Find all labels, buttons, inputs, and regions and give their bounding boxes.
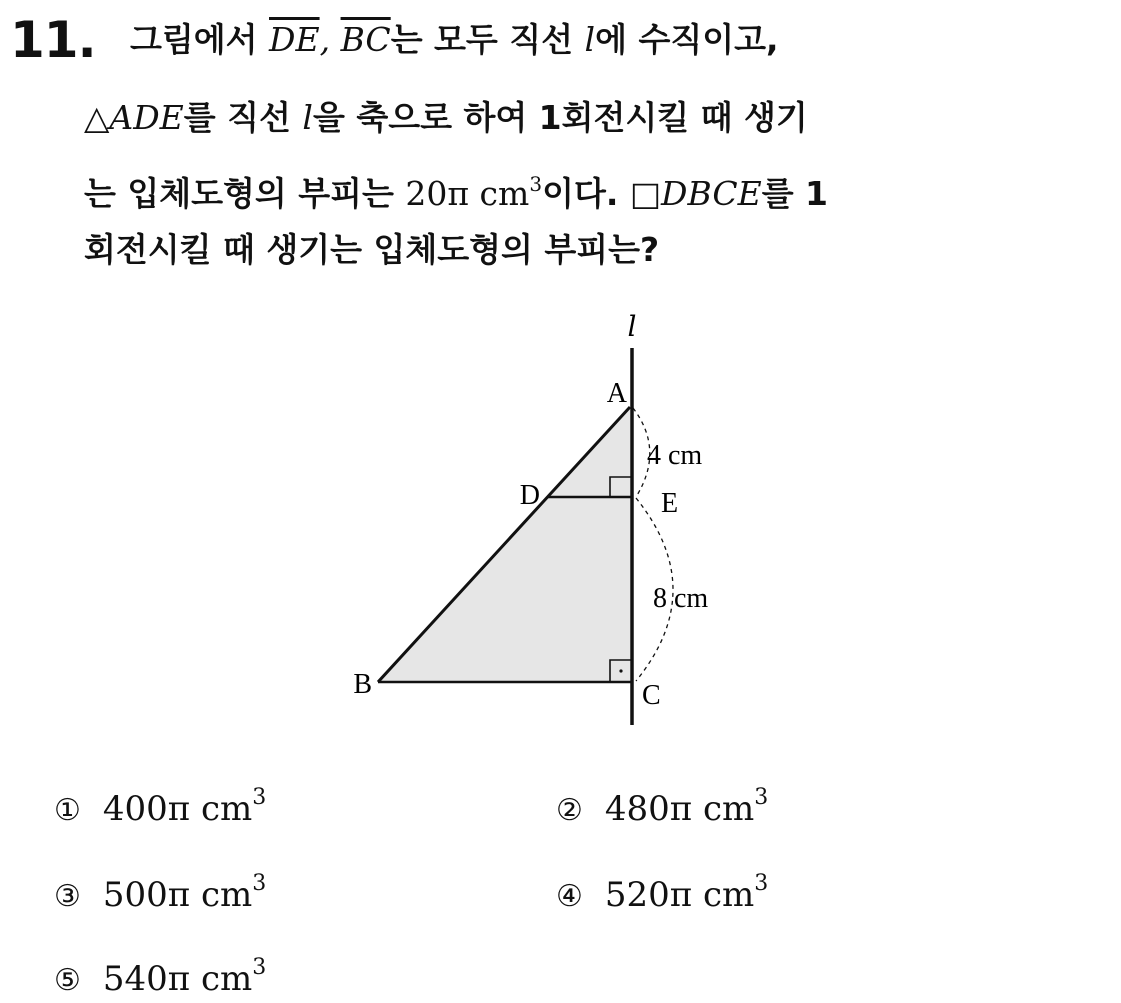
choice-5[interactable] xyxy=(54,946,266,1003)
choice-2[interactable] xyxy=(556,776,768,833)
question-line-3 xyxy=(84,162,1074,216)
volume-value: 20π cm xyxy=(405,174,530,213)
length-ec: 8 cm xyxy=(653,583,709,614)
question-line-4: 회전시킬 때 생기는 입체도형의 부피는? xyxy=(84,230,660,269)
choice-4-exp: 3 xyxy=(754,871,769,896)
choice-3-value: 500π cm xyxy=(102,875,253,915)
point-label-d: D xyxy=(519,480,540,511)
q1-pre: 그림에서 xyxy=(130,20,270,59)
question-number: 11. xyxy=(10,11,96,69)
point-label-a: A xyxy=(606,378,627,409)
segment-bc: $\overline{BC}$ xyxy=(340,20,391,59)
choice-2-exp: 3 xyxy=(754,785,769,810)
volume-exponent: 3 xyxy=(529,172,543,196)
q3-post: 이다. xyxy=(542,174,630,213)
choice-5-value: 540π cm xyxy=(102,959,253,999)
choice-5-exp: 3 xyxy=(252,955,267,980)
point-label-e: E xyxy=(661,488,679,519)
q3-pre: 는 입체도형의 부피는 xyxy=(84,174,406,213)
choice-1[interactable] xyxy=(54,776,266,833)
triangle-ade: △ADE xyxy=(84,98,184,137)
choice-3[interactable] xyxy=(54,862,266,919)
q2-post2: 을 축으로 하여 1회전시킬 때 생기 xyxy=(312,98,808,137)
right-angle-dot xyxy=(619,669,622,672)
choice-4-value: 520π cm xyxy=(604,875,755,915)
choice-1-value: 400π cm xyxy=(102,789,253,829)
choice-2-value: 480π cm xyxy=(604,789,755,829)
choice-4-mark: ④ xyxy=(556,879,583,914)
choice-4[interactable] xyxy=(556,862,768,919)
point-label-b: B xyxy=(353,669,372,700)
choice-3-exp: 3 xyxy=(252,871,267,896)
line-l-var: l xyxy=(584,20,596,59)
q3-post2: 를 1 xyxy=(761,174,829,213)
length-ae: 4 cm xyxy=(647,440,703,471)
question-line-1 xyxy=(130,18,1090,62)
choice-1-mark: ① xyxy=(54,793,81,828)
q2-post1: 를 직선 xyxy=(183,98,303,137)
geometry-figure xyxy=(330,300,790,740)
segment-de: $\overline{DE}$ xyxy=(269,20,320,59)
choice-2-mark: ② xyxy=(556,793,583,828)
choice-3-mark: ③ xyxy=(54,879,81,914)
q1-post1: 는 모두 직선 xyxy=(390,20,585,59)
q1-mid: , xyxy=(319,20,341,59)
choice-1-exp: 3 xyxy=(252,785,267,810)
choice-5-mark: ⑤ xyxy=(54,963,81,998)
point-label-c: C xyxy=(642,680,661,711)
question-line-2 xyxy=(84,96,1074,140)
q1-post2: 에 수직이고, xyxy=(595,20,779,59)
axis-label-l: l xyxy=(627,310,637,343)
quad-dbce: □DBCE xyxy=(629,174,762,213)
line-l-var-2: l xyxy=(302,98,313,137)
